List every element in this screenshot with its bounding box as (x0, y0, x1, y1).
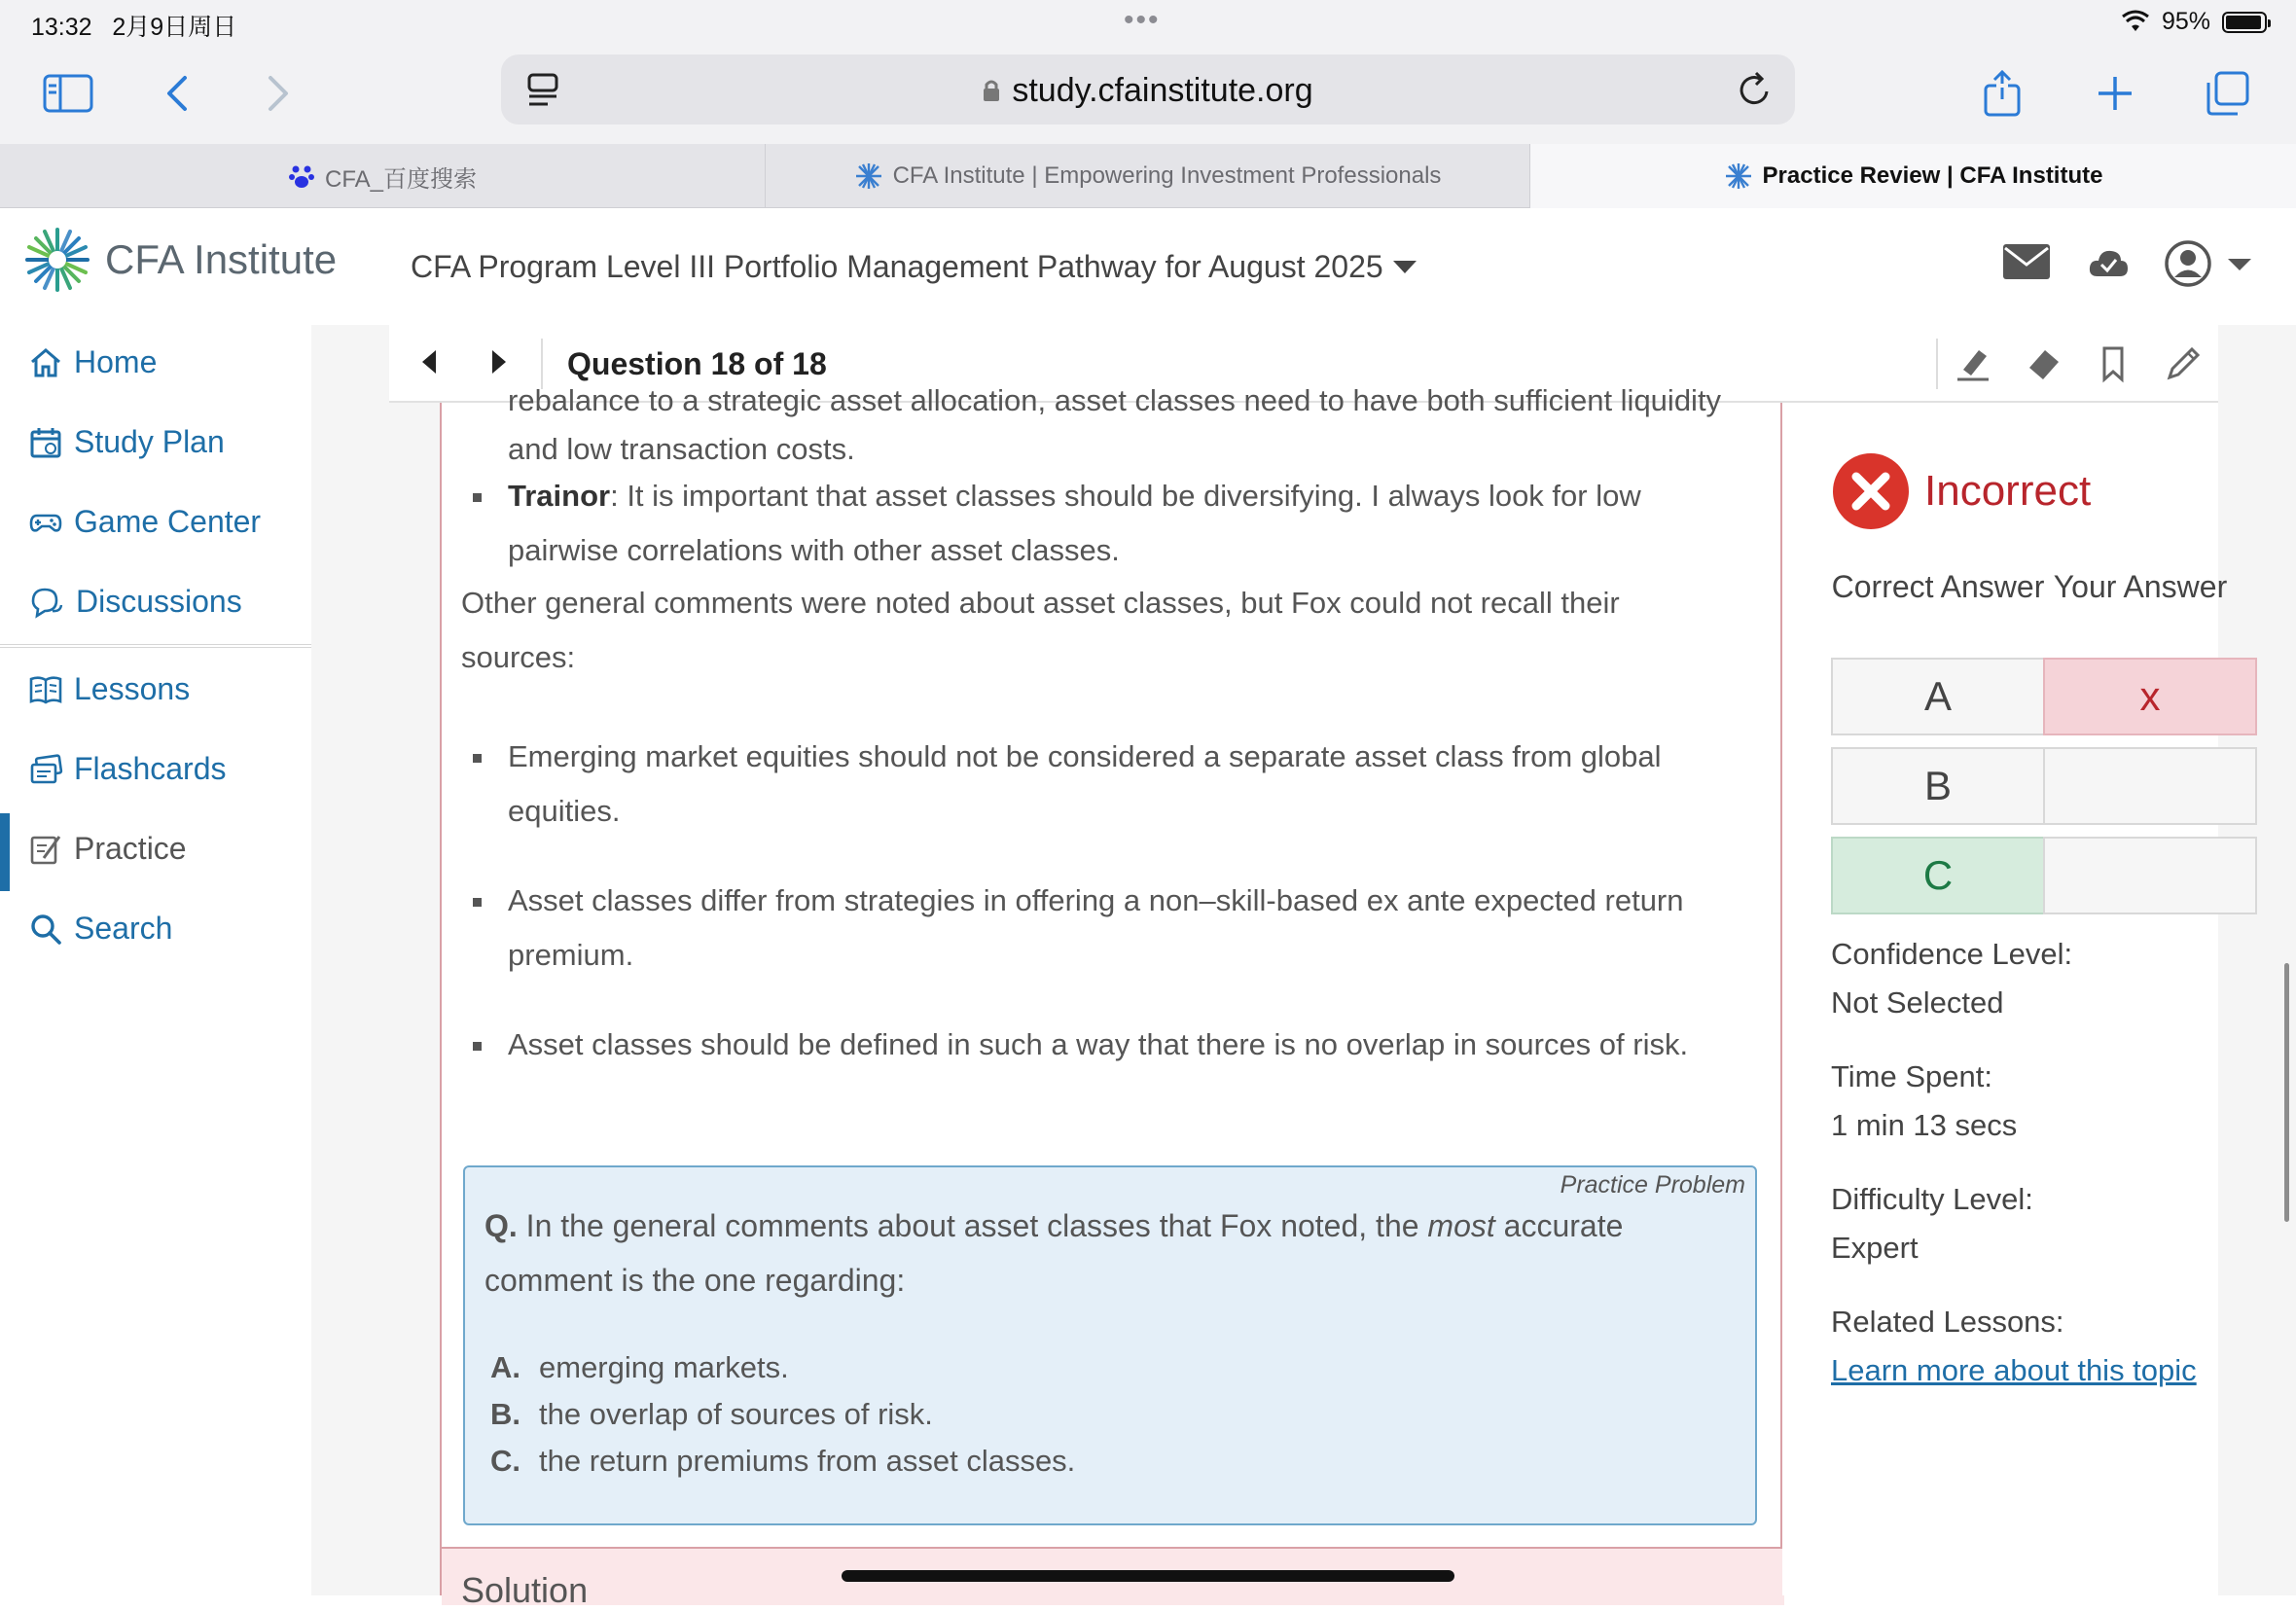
book-icon (29, 673, 62, 706)
cards-icon (29, 753, 62, 786)
your-answer-header: Your Answer (2053, 569, 2228, 604)
cfa-logo-icon (1724, 161, 1753, 191)
sidebar-item-flashcards[interactable] (29, 751, 227, 787)
sidebar-item-label: Home (74, 344, 158, 379)
comment-bullet: Asset classes differ from strategies in offering a non–skill-based ex ante expected return premium. (461, 874, 1745, 983)
comment-bullet: Asset classes should be defined in such a way that there is no overlap in sources of risk. (461, 1018, 1745, 1072)
eraser-icon[interactable] (2008, 325, 2078, 403)
home-icon (29, 346, 62, 379)
battery-level (2226, 16, 2261, 29)
site-header (0, 208, 2296, 325)
your-answer-cell: x (2043, 658, 2257, 735)
bullet-continuation: and low transaction costs. (508, 432, 855, 466)
gamepad-icon (29, 506, 62, 539)
program-dropdown[interactable] (411, 249, 1417, 285)
speaker-quote: : It is important that asset classes should be diversifying. I always look for low (610, 479, 1641, 513)
sidebar-nav (0, 325, 311, 1595)
time-spent: Time Spent: 1 min 13 secs (1831, 1059, 2018, 1142)
sidebar-item-discussions[interactable] (29, 584, 242, 620)
tab-strip (0, 144, 2296, 208)
status-time: 13:32 2月9日周日 (31, 14, 237, 41)
correct-answer-cell: B (1831, 747, 2045, 825)
tabs-overview-icon[interactable] (2199, 64, 2257, 123)
previous-question-icon[interactable] (418, 346, 440, 382)
incorrect-icon (1831, 451, 1911, 531)
back-icon[interactable] (148, 64, 206, 123)
new-tab-icon[interactable] (2086, 64, 2144, 123)
search-icon (29, 913, 62, 946)
related-lessons-label: Related Lessons: (1831, 1305, 2064, 1339)
status-indicators (2121, 8, 2267, 36)
sidebar-item-label: Study Plan (74, 424, 225, 459)
share-icon[interactable] (1973, 64, 2031, 123)
solution-heading: Solution (461, 1570, 589, 1610)
sidebar-item-label: Discussions (76, 584, 242, 619)
next-question-icon[interactable] (488, 346, 510, 382)
account-icon[interactable] (2164, 239, 2251, 293)
difficulty-level: Difficulty Level: Expert (1831, 1182, 2033, 1265)
mail-icon[interactable] (2002, 243, 2051, 285)
battery-icon (2222, 12, 2267, 33)
calendar-icon (29, 426, 62, 459)
practice-icon (29, 833, 62, 866)
related-lesson-link[interactable]: Learn more about this topic (1831, 1353, 2197, 1387)
highlighter-icon[interactable] (1938, 325, 2008, 403)
sidebar-item-practice[interactable] (29, 831, 187, 867)
speaker-name: Trainor (508, 479, 611, 513)
question-content (440, 383, 1782, 1610)
sidebar-item-study-plan[interactable] (29, 424, 225, 460)
chevron-down-icon (1393, 261, 1417, 273)
status-date: 2月9日周日 (112, 14, 237, 41)
pencil-icon[interactable] (2148, 325, 2218, 403)
chat-icon (29, 586, 64, 619)
your-answer-cell (2043, 837, 2257, 914)
intro-paragraph: Other general comments were noted about asset classes, but Fox could not recall their sources: (461, 586, 1620, 674)
tab-baidu[interactable] (0, 144, 766, 208)
sidebar-item-label: Search (74, 911, 173, 946)
sidebar-item-home[interactable] (29, 344, 157, 380)
address-bar[interactable] (501, 54, 1795, 125)
practice-problem-tag: Practice Problem (1560, 1171, 1745, 1199)
multitask-dots[interactable]: ••• (1124, 4, 1161, 36)
sidebar-divider (0, 644, 311, 648)
tab-label: CFA_百度搜索 (324, 165, 478, 193)
your-answer-cell (2043, 747, 2257, 825)
bookmark-icon[interactable] (2078, 325, 2148, 403)
home-indicator[interactable] (842, 1570, 1454, 1582)
sidebar-item-search[interactable] (29, 911, 172, 947)
question-counter: Question 18 of 18 (567, 346, 827, 381)
sidebar-item-label: Practice (74, 831, 187, 866)
sidebar-item-label: Lessons (74, 671, 191, 706)
cut-off-text: rebalance to a strategic asset allocation, asset classes need to have both sufficient liquidity (508, 383, 1722, 417)
active-indicator (0, 813, 10, 891)
tab-label: CFA Institute | Empowering Investment Professionals (892, 162, 1442, 189)
related-lessons (1831, 1298, 2197, 1395)
tab-practice-review[interactable] (1530, 144, 2296, 208)
sidebar-item-lessons[interactable] (29, 671, 190, 707)
sidebar-item-game-center[interactable] (29, 504, 261, 540)
reload-icon[interactable] (1737, 70, 1774, 114)
sidebar-item-label: Game Center (74, 504, 262, 539)
answer-option-c: C. the return premiums from asset classes. (490, 1444, 1076, 1478)
brand-logo[interactable] (21, 224, 337, 296)
question-stem: Q. In the general comments about asset classes that Fox noted, the most accurate comment is the one regarding: (484, 1208, 1624, 1298)
tab-label: Practice Review | CFA Institute (1762, 162, 2103, 189)
answer-row-b (1831, 747, 2261, 825)
speaker-quote-cont: pairwise correlations with other asset classes. (508, 533, 1120, 567)
lock-icon (983, 73, 1000, 94)
browser-toolbar (0, 49, 2296, 144)
baidu-paw-icon (288, 162, 315, 190)
confidence-level: Confidence Level: Not Selected (1831, 937, 2073, 1020)
status-bar (0, 0, 2296, 49)
correct-answer-header: Correct Answer (1831, 569, 2045, 604)
result-panel (1782, 403, 2228, 1595)
answer-row-a (1831, 658, 2261, 735)
annotation-tools (1938, 325, 2218, 403)
brand-name: CFA Institute (105, 236, 338, 282)
battery-percent: 95% (2161, 8, 2210, 35)
forward-icon[interactable] (249, 64, 307, 123)
tab-cfa-home[interactable] (766, 144, 1530, 208)
answer-row-c (1831, 837, 2261, 914)
cfa-starburst-icon (21, 224, 93, 296)
wifi-icon (2121, 12, 2150, 33)
program-label: CFA Program Level III Portfolio Management Pathway for August 2025 (411, 249, 1383, 284)
correct-answer-cell: C (1831, 837, 2045, 914)
answer-option-a: A. emerging markets. (490, 1350, 789, 1384)
result-header (1831, 451, 2091, 531)
sidebar-item-label: Flashcards (74, 751, 227, 786)
comment-bullet: Emerging market equities should not be considered a separate asset class from global equities. (461, 730, 1745, 839)
sidebar-toggle-icon[interactable] (39, 64, 97, 123)
result-status: Incorrect (1924, 467, 2092, 515)
bullet-trainor (461, 469, 1745, 578)
correct-answer-cell: A (1831, 658, 2045, 735)
scrollbar-thumb[interactable] (2284, 963, 2289, 1222)
url-text[interactable]: study.cfainstitute.org (501, 72, 1795, 110)
cfa-logo-icon (854, 161, 883, 191)
cloud-check-icon[interactable] (2088, 247, 2129, 283)
practice-problem-box (463, 1165, 1757, 1525)
answer-option-b: B. the overlap of sources of risk. (490, 1397, 933, 1431)
